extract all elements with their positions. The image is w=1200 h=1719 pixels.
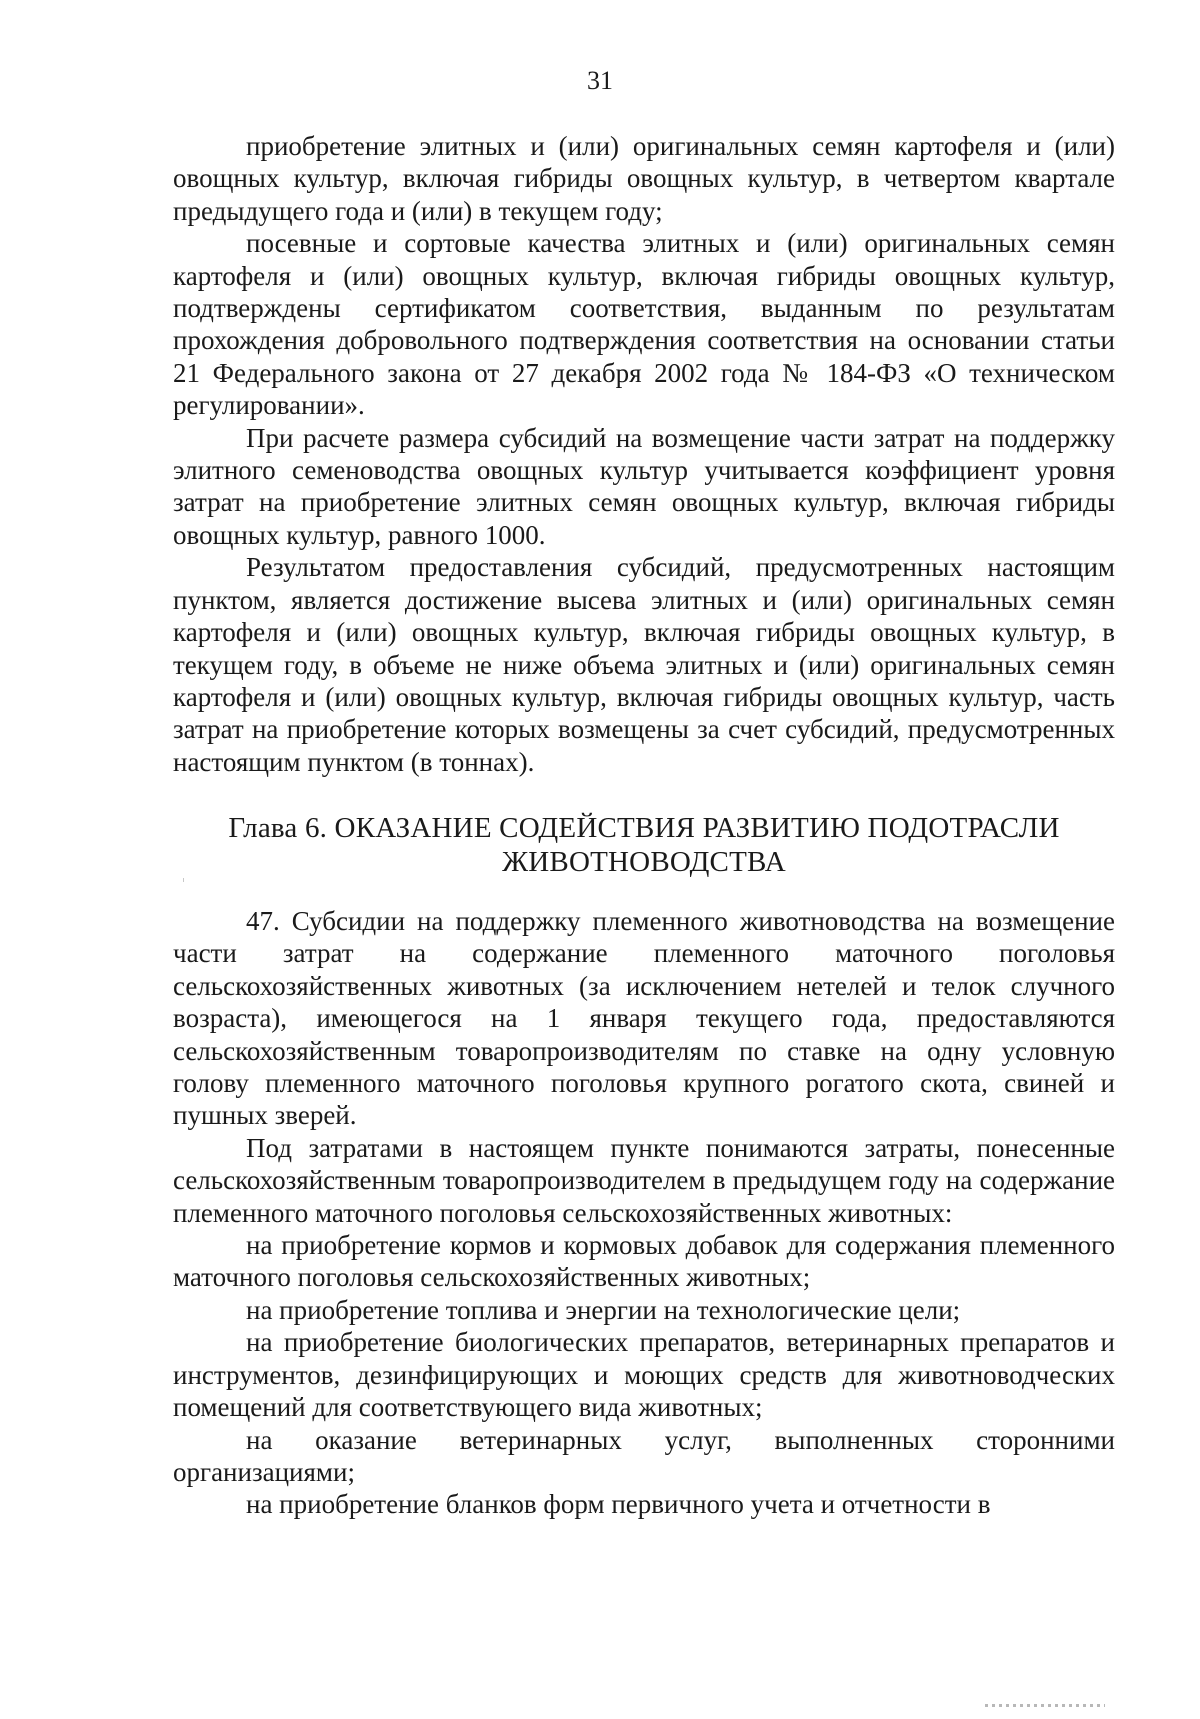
paragraph-item-47: 47. Субсидии на поддержку племенного животноводства на возмещение части затрат на содержание племенного маточного поголовья сельскохозяйственных животных (за исключением нетелей и телок случного возраста), имеющегося на 1 января текущего года, предоставляются сельскохозяйственным товаропроизводителям по ставке на одну условную голову племенного маточного поголовья крупного рогатого скота, свиней и пушных зверей.	[173, 906, 1115, 1131]
scan-artifact	[985, 1704, 1105, 1707]
text-block-top	[173, 130, 1115, 778]
scan-mark	[183, 878, 184, 882]
paragraph-seed-certification: посевные и сортовые качества элитных и (или) оригинальных семян картофеля и (или) овощных культур, включая гибриды овощных культур, подтверждены сертификатом соответствия, выданным по результатам прохождения добровольного подтверждения соответствия на основании статьи 21 Федерального закона от 27 декабря 2002 года № 184-ФЗ «О техническом регулировании».	[173, 228, 1115, 421]
chapter-heading-line-2: ЖИВОТНОВОДСТВА	[502, 846, 786, 878]
paragraph-forms-purchase: на приобретение бланков форм первичного учета и отчетности в	[246, 1489, 991, 1520]
chapter-heading-line-1: Глава 6. ОКАЗАНИЕ СОДЕЙСТВИЯ РАЗВИТИЮ ПОДОТРАСЛИ	[228, 812, 1060, 844]
page-number: 31	[587, 66, 613, 95]
chapter-heading	[173, 811, 1115, 879]
paragraph-veterinary-supplies: на приобретение биологических препаратов, ветеринарных препаратов и инструментов, дезинфицирующих и моющих средств для животноводческих помещений для соответствующего вида животных;	[173, 1327, 1115, 1423]
paragraph-fuel-costs: на приобретение топлива и энергии на технологические цели;	[246, 1294, 961, 1325]
paragraph-cost-coefficient: При расчете размера субсидий на возмещение части затрат на поддержку элитного семеноводства овощных культур учитывается коэффициент уровня затрат на приобретение элитных семян овощных культур, включая гибриды овощных культур, равного 1000.	[173, 422, 1115, 550]
paragraph-seed-purchase: приобретение элитных и (или) оригинальных семян картофеля и (или) овощных культур, включая гибриды овощных культур, в четвертом квартале предыдущего года и (или) в текущем году;	[173, 131, 1115, 226]
paragraph-feed-costs: на приобретение кормов и кормовых добавок для содержания племенного маточного поголовья сельскохозяйственных животных;	[173, 1230, 1115, 1293]
paragraph-veterinary-services: на оказание ветеринарных услуг, выполненных сторонними организациями;	[173, 1424, 1115, 1487]
paragraph-costs-definition: Под затратами в настоящем пункте понимаются затраты, понесенные сельскохозяйственным товаропроизводителем в предыдущем году на содержание племенного маточного поголовья сельскохозяйственных животных:	[173, 1132, 1115, 1228]
text-block-bottom	[173, 905, 1115, 1521]
paragraph-subsidy-result: Результатом предоставления субсидий, предусмотренных настоящим пунктом, является достижение высева элитных и (или) оригинальных семян картофеля и (или) овощных культур, включая гибриды овощных культур, в текущем году, в объеме не ниже объема элитных и (или) оригинальных семян картофеля и (или) овощных культур, включая гибриды овощных культур, часть затрат на приобретение которых возмещены за счет субсидий, предусмотренных настоящим пунктом (в тоннах).	[173, 552, 1115, 777]
